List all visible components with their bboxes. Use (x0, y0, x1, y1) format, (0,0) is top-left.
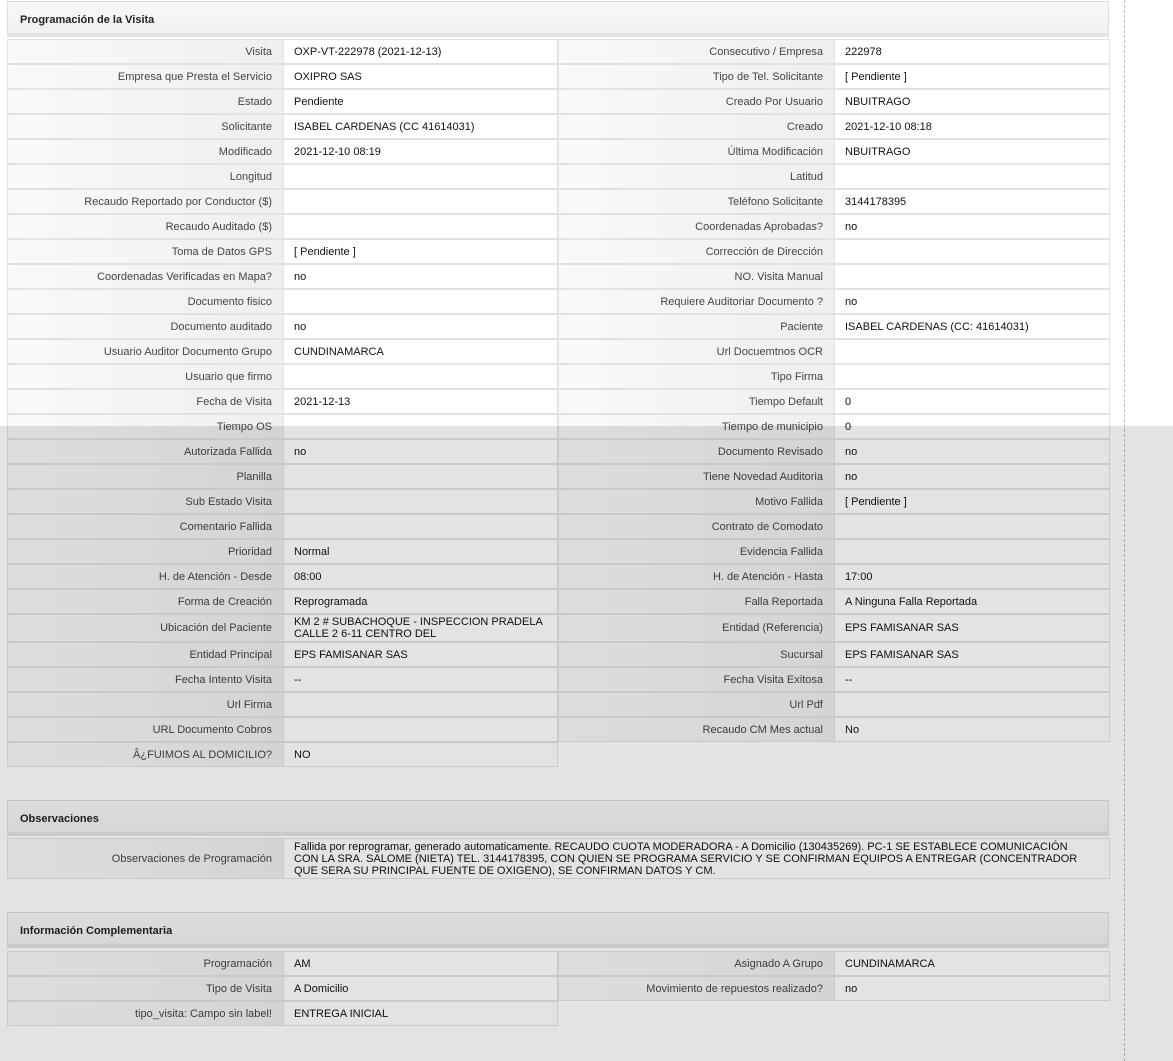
field-value-usuario-auditor-documento-grupo: CUNDINAMARCA (283, 339, 558, 364)
field-value-programacion: AM (283, 951, 558, 976)
field-value-no-visita-manual (834, 264, 1110, 289)
field-label-documento-revisado: Documento Revisado (558, 439, 835, 464)
field-value-a-fuimos-al-domicilio: NO (283, 742, 558, 767)
field-label-recaudo-cm-mes-actual: Recaudo CM Mes actual (558, 717, 835, 742)
table-row (7, 39, 1110, 64)
field-value-falla-reportada: A Ninguna Falla Reportada (834, 589, 1110, 614)
field-label-url-docuemtnos-ocr: Url Docuemtnos OCR (558, 339, 835, 364)
field-value-usuario-que-firmo (283, 364, 558, 389)
field-label-tiempo-de-municipio: Tiempo de municipio (558, 414, 835, 439)
field-value-coordenadas-aprobadas: no (834, 214, 1110, 239)
table-row (7, 464, 1110, 489)
field-value-url-pdf (834, 692, 1110, 717)
field-value-longitud (283, 164, 558, 189)
field-label-no-visita-manual: NO. Visita Manual (558, 264, 835, 289)
field-label-coordenadas-aprobadas: Coordenadas Aprobadas? (558, 214, 835, 239)
observaciones-label: Observaciones de Programación (7, 838, 284, 879)
table-row (7, 951, 1110, 976)
field-label-modificado: Modificado (7, 139, 284, 164)
field-value-consecutivo-empresa: 222978 (834, 39, 1110, 64)
field-value-comentario-fallida (283, 514, 558, 539)
field-label-creado: Creado (558, 114, 835, 139)
field-label-documento-fisico: Documento fisico (7, 289, 284, 314)
observaciones-value: Fallida por reprogramar, generado automaticamente. RECAUDO CUOTA MODERADORA - A Domicilio (130435269). PC-1 SE ESTABLECE COMUNICACIÓN CON LA SRA. SALOME (NIETA) TEL. 3144178395, CON QUIEN SE PROGRAMA SERVICIO Y SE CONFIRMAN EQUIPOS A ENTREGAR (CONCENTRADOR QUE SERA SU PRINCIPAL FUENTE DE OXIGENO), SE CONFIRMAN DATOS Y CM. (283, 838, 1110, 879)
field-label-consecutivo-empresa: Consecutivo / Empresa (558, 39, 835, 64)
field-value-entidad-referencia: EPS FAMISANAR SAS (834, 614, 1110, 642)
section-header-observaciones (7, 800, 1109, 836)
field-label-programacion: Programación (7, 951, 284, 976)
table-row (7, 89, 1110, 114)
table-row (7, 139, 1110, 164)
field-value-ubicacion-del-paciente: KM 2 # SUBACHOQUE - INSPECCION PRADELA CALLE 2 6-11 CENTRO DEL (283, 614, 558, 642)
field-label-sub-estado-visita: Sub Estado Visita (7, 489, 284, 514)
section-title: Programación de la Visita (20, 14, 155, 26)
field-label-latitud: Latitud (558, 164, 835, 189)
field-label-solicitante: Solicitante (7, 114, 284, 139)
table-row (7, 614, 1110, 642)
field-value-recaudo-auditado (283, 214, 558, 239)
table-row (7, 414, 1110, 439)
table-row (7, 489, 1110, 514)
field-label-fecha-visita-exitosa: Fecha Visita Exitosa (558, 667, 835, 692)
table-row (7, 439, 1110, 464)
field-label-contrato-de-comodato: Contrato de Comodato (558, 514, 835, 539)
field-label-ubicacion-del-paciente: Ubicación del Paciente (7, 614, 284, 642)
field-value-telefono-solicitante: 3144178395 (834, 189, 1110, 214)
field-label-usuario-que-firmo: Usuario que firmo (7, 364, 284, 389)
table-row (7, 389, 1110, 414)
field-value-sucursal: EPS FAMISANAR SAS (834, 642, 1110, 667)
field-label-empresa-que-presta-el-servicio: Empresa que Presta el Servicio (7, 64, 284, 89)
table-row (7, 692, 1110, 717)
field-label-autorizada-fallida: Autorizada Fallida (7, 439, 284, 464)
field-value-tipo-de-tel-solicitante: [ Pendiente ] (834, 64, 1110, 89)
field-value-movimiento-de-repuestos-realizado: no (834, 976, 1110, 1001)
table-row (7, 1001, 558, 1026)
table-row (7, 214, 1110, 239)
table-row (7, 717, 1110, 742)
field-label-h-de-atencion-desde: H. de Atención - Desde (7, 564, 284, 589)
field-value-ultima-modificacion: NBUITRAGO (834, 139, 1110, 164)
field-value-latitud (834, 164, 1110, 189)
field-label-tiene-novedad-auditoria: Tiene Novedad Auditoria (558, 464, 835, 489)
field-value-solicitante: ISABEL CARDENAS (CC 41614031) (283, 114, 558, 139)
field-label-tiempo-os: Tiempo OS (7, 414, 284, 439)
field-label-estado: Estado (7, 89, 284, 114)
field-value-tiempo-default: 0 (834, 389, 1110, 414)
field-label-tipo-de-visita: Tipo de Visita (7, 976, 284, 1001)
field-value-creado: 2021-12-10 08:18 (834, 114, 1110, 139)
field-value-creado-por-usuario: NBUITRAGO (834, 89, 1110, 114)
field-label-url-pdf: Url Pdf (558, 692, 835, 717)
field-label-prioridad: Prioridad (7, 539, 284, 564)
field-value-evidencia-fallida (834, 539, 1110, 564)
field-value-entidad-principal: EPS FAMISANAR SAS (283, 642, 558, 667)
field-label-asignado-a-grupo: Asignado A Grupo (558, 951, 835, 976)
field-value-requiere-auditoriar-documento: no (834, 289, 1110, 314)
table-row (7, 339, 1110, 364)
table-row (7, 742, 558, 767)
table-row (7, 539, 1110, 564)
table-row (7, 589, 1110, 614)
table-row (7, 64, 1110, 89)
field-label-telefono-solicitante: Teléfono Solicitante (558, 189, 835, 214)
table-row (7, 667, 1110, 692)
field-value-fecha-de-visita: 2021-12-13 (283, 389, 558, 414)
field-label-url-documento-cobros: URL Documento Cobros (7, 717, 284, 742)
table-row (7, 189, 1110, 214)
field-value-prioridad: Normal (283, 539, 558, 564)
section-title: Observaciones (20, 813, 99, 825)
field-label-ultima-modificacion: Última Modificación (558, 139, 835, 164)
field-value-documento-fisico (283, 289, 558, 314)
field-value-url-firma (283, 692, 558, 717)
field-value-url-documento-cobros (283, 717, 558, 742)
field-label-falla-reportada: Falla Reportada (558, 589, 835, 614)
field-label-paciente: Paciente (558, 314, 835, 339)
field-value-tipo-de-visita: A Domicilio (283, 976, 558, 1001)
field-value-forma-de-creacion: Reprogramada (283, 589, 558, 614)
table-row (7, 564, 1110, 589)
field-value-contrato-de-comodato (834, 514, 1110, 539)
field-label-sucursal: Sucursal (558, 642, 835, 667)
field-value-h-de-atencion-hasta: 17:00 (834, 564, 1110, 589)
field-value-correccion-de-direccion (834, 239, 1110, 264)
field-value-tiempo-os (283, 414, 558, 439)
field-value-documento-revisado: no (834, 439, 1110, 464)
field-value-tiempo-de-municipio: 0 (834, 414, 1110, 439)
field-value-recaudo-cm-mes-actual: No (834, 717, 1110, 742)
field-value-fecha-intento-visita: -- (283, 667, 558, 692)
field-label-recaudo-reportado-por-conductor: Recaudo Reportado por Conductor ($) (7, 189, 284, 214)
field-label-fecha-intento-visita: Fecha Intento Visita (7, 667, 284, 692)
section-title: Información Complementaria (20, 925, 173, 937)
field-value-fecha-visita-exitosa: -- (834, 667, 1110, 692)
field-value-toma-de-datos-gps: [ Pendiente ] (283, 239, 558, 264)
field-label-coordenadas-verificadas-en-mapa: Coordenadas Verificadas en Mapa? (7, 264, 284, 289)
table-row (7, 114, 1110, 139)
field-value-recaudo-reportado-por-conductor (283, 189, 558, 214)
field-value-tipo-visita-campo-sin-label: ENTREGA INICIAL (283, 1001, 558, 1026)
field-label-documento-auditado: Documento auditado (7, 314, 284, 339)
field-value-coordenadas-verificadas-en-mapa: no (283, 264, 558, 289)
table-row (7, 642, 1110, 667)
observaciones-row (7, 838, 1110, 879)
field-value-sub-estado-visita (283, 489, 558, 514)
section-header-programacion (7, 1, 1109, 37)
field-value-documento-auditado: no (283, 314, 558, 339)
field-label-forma-de-creacion: Forma de Creación (7, 589, 284, 614)
field-label-correccion-de-direccion: Corrección de Dirección (558, 239, 835, 264)
field-label-tipo-de-tel-solicitante: Tipo de Tel. Solicitante (558, 64, 835, 89)
field-value-tiene-novedad-auditoria: no (834, 464, 1110, 489)
section-header-complementaria (7, 912, 1109, 948)
field-label-a-fuimos-al-domicilio: Â¿FUIMOS AL DOMICILIO? (7, 742, 284, 767)
field-value-tipo-firma (834, 364, 1110, 389)
field-label-entidad-principal: Entidad Principal (7, 642, 284, 667)
field-label-url-firma: Url Firma (7, 692, 284, 717)
table-row (7, 976, 1110, 1001)
field-label-h-de-atencion-hasta: H. de Atención - Hasta (558, 564, 835, 589)
page-edge-dashed-line (1124, 0, 1125, 1061)
field-label-tipo-firma: Tipo Firma (558, 364, 835, 389)
table-row (7, 289, 1110, 314)
field-value-paciente: ISABEL CARDENAS (CC: 41614031) (834, 314, 1110, 339)
field-label-creado-por-usuario: Creado Por Usuario (558, 89, 835, 114)
field-label-movimiento-de-repuestos-realizado: Movimiento de repuestos realizado? (558, 976, 835, 1001)
field-label-evidencia-fallida: Evidencia Fallida (558, 539, 835, 564)
field-label-comentario-fallida: Comentario Fallida (7, 514, 284, 539)
field-value-empresa-que-presta-el-servicio: OXIPRO SAS (283, 64, 558, 89)
table-row (7, 239, 1110, 264)
field-value-autorizada-fallida: no (283, 439, 558, 464)
field-value-estado: Pendiente (283, 89, 558, 114)
field-label-requiere-auditoriar-documento: Requiere Auditoriar Documento ? (558, 289, 835, 314)
field-value-h-de-atencion-desde: 08:00 (283, 564, 558, 589)
field-label-fecha-de-visita: Fecha de Visita (7, 389, 284, 414)
field-label-tiempo-default: Tiempo Default (558, 389, 835, 414)
table-row (7, 364, 1110, 389)
field-label-toma-de-datos-gps: Toma de Datos GPS (7, 239, 284, 264)
field-label-usuario-auditor-documento-grupo: Usuario Auditor Documento Grupo (7, 339, 284, 364)
field-value-planilla (283, 464, 558, 489)
field-value-modificado: 2021-12-10 08:19 (283, 139, 558, 164)
field-label-visita: Visita (7, 39, 284, 64)
field-value-asignado-a-grupo: CUNDINAMARCA (834, 951, 1110, 976)
field-label-planilla: Planilla (7, 464, 284, 489)
table-row (7, 264, 1110, 289)
field-value-visita: OXP-VT-222978 (2021-12-13) (283, 39, 558, 64)
field-label-longitud: Longitud (7, 164, 284, 189)
field-label-entidad-referencia: Entidad (Referencia) (558, 614, 835, 642)
field-label-motivo-fallida: Motivo Fallida (558, 489, 835, 514)
field-value-url-docuemtnos-ocr (834, 339, 1110, 364)
field-value-motivo-fallida: [ Pendiente ] (834, 489, 1110, 514)
table-row (7, 514, 1110, 539)
field-label-tipo-visita-campo-sin-label: tipo_visita: Campo sin label! (7, 1001, 284, 1026)
table-row (7, 314, 1110, 339)
field-label-recaudo-auditado: Recaudo Auditado ($) (7, 214, 284, 239)
table-row (7, 164, 1110, 189)
